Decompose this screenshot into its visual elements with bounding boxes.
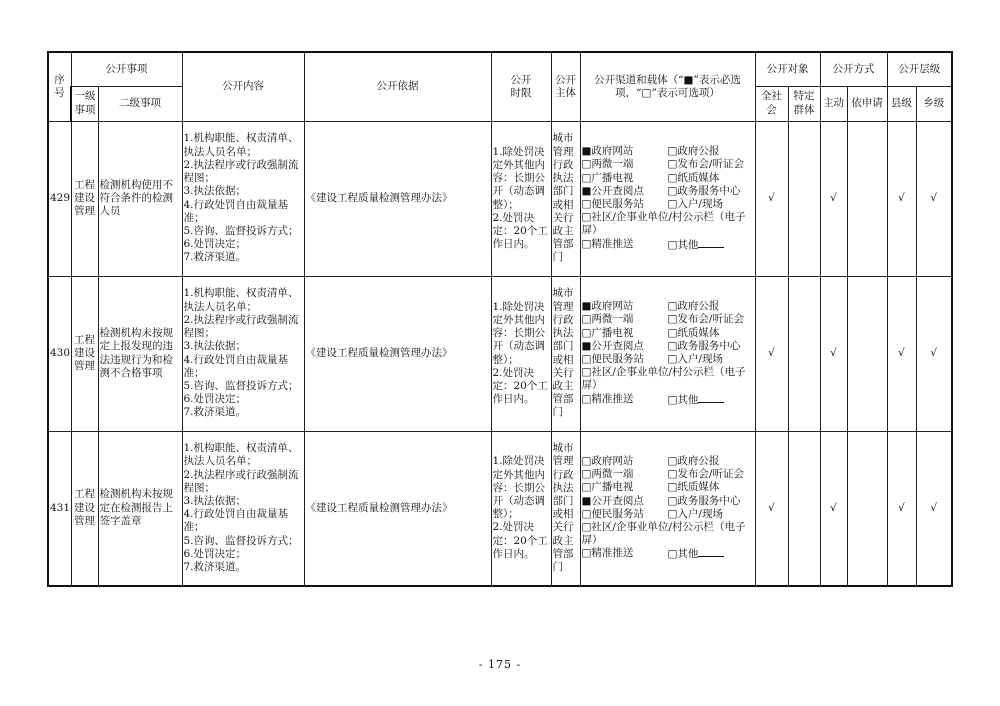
header-mode-active: 主动 (820, 86, 847, 121)
row-level2: 检测机构使用不符合条件的检测人员 (98, 121, 182, 276)
header-items: 公开事项 (71, 52, 182, 86)
row-content: 1.机构职能、权责清单、 执法人员名单； 2.执法程序或行政强制流 程图； 3.执法依据； 4.行政处罚自由裁量基 准； 5.咨询、监督投诉方式； 6.处罚决定； 7.救济渠道。 (182, 431, 304, 586)
row-object-all: √ (755, 276, 788, 431)
row-time: 1.除处罚决 定外其他内 容：长期公 开（动态调 整）； 2.处罚决 定：20个工 作日内。 (491, 121, 551, 276)
row-subject: 城市 管理 行政 执法 部门 或相 关行 政主 管部 门 (551, 276, 580, 431)
header-basis: 公开依据 (304, 52, 491, 121)
row-object-specific (788, 276, 820, 431)
row-object-specific (788, 121, 820, 276)
row-mode-active: √ (820, 431, 847, 586)
row-mode-active: √ (820, 121, 847, 276)
row-time: 1.除处罚决 定外其他内 容：长期公 开（动态调 整）； 2.处罚决 定：20个工 作日内。 (491, 276, 551, 431)
row-level1: 工程建设管理 (71, 121, 98, 276)
row-object-all: √ (755, 121, 788, 276)
header-level-town: 乡级 (916, 86, 952, 121)
header-level: 公开层级 (887, 52, 952, 86)
header-seq: 序号 (48, 52, 71, 121)
row-mode-apply (847, 121, 887, 276)
header-mode-apply: 依申请 (847, 86, 887, 121)
row-level-town: √ (916, 121, 952, 276)
header-level1: 一级事项 (71, 86, 98, 121)
row-level-county: √ (887, 276, 916, 431)
header-content: 公开内容 (182, 52, 304, 121)
row-level1: 工程建设管理 (71, 276, 98, 431)
header-object: 公开对象 (755, 52, 820, 86)
row-basis: 《建设工程质量检测管理办法》 (304, 276, 491, 431)
header-subject: 公开主体 (551, 52, 580, 121)
table-row (48, 121, 952, 276)
row-basis: 《建设工程质量检测管理办法》 (304, 431, 491, 586)
disclosure-table (47, 51, 953, 587)
header-level-county: 县级 (887, 86, 916, 121)
row-level-town: √ (916, 276, 952, 431)
row-content: 1.机构职能、权责清单、 执法人员名单； 2.执法程序或行政强制流 程图； 3.执法依据； 4.行政处罚自由裁量基 准； 5.咨询、监督投诉方式； 6.处罚决定； 7.救济渠道。 (182, 276, 304, 431)
row-level2: 检测机构未按规定上报发现的违法违规行为和检测不合格事项 (98, 276, 182, 431)
row-level-town: √ (916, 431, 952, 586)
row-channels: □政府网站 □政府公报 □两微一端 □发布会/听证会 □广播电视 □纸质媒体 ■公开查阅点 □政务服务中心 □便民服务站 □入户/现场 □社区/企事业单位/村公示栏（电子屏） □精准推送 □其他 (580, 431, 755, 586)
row-object-all: √ (755, 431, 788, 586)
header-level2: 二级事项 (98, 86, 182, 121)
page-number: - 175 - (478, 658, 522, 671)
row-channels: ■政府网站 □政府公报 □两微一端 □发布会/听证会 □广播电视 □纸质媒体 ■公开查阅点 □政务服务中心 □便民服务站 □入户/现场 □社区/企事业单位/村公示栏（电子屏） □精准推送 □其他 (580, 276, 755, 431)
header-object-all: 全社会 (755, 86, 788, 121)
row-mode-active: √ (820, 276, 847, 431)
table-row (48, 276, 952, 431)
row-basis: 《建设工程质量检测管理办法》 (304, 121, 491, 276)
row-number: 429 (48, 121, 71, 276)
row-object-specific (788, 431, 820, 586)
header-channel: 公开渠道和载体（“■”表示必选项，“□”表示可选项） (580, 52, 755, 121)
header-object-specific: 特定群体 (788, 86, 820, 121)
row-level1: 工程建设管理 (71, 431, 98, 586)
row-number: 431 (48, 431, 71, 586)
header-mode: 公开方式 (820, 52, 887, 86)
row-time: 1.除处罚决 定外其他内 容：长期公 开（动态调 整）； 2.处罚决 定：20个工 作日内。 (491, 431, 551, 586)
row-mode-apply (847, 431, 887, 586)
table-row (48, 431, 952, 586)
row-channels: ■政府网站 □政府公报 □两微一端 □发布会/听证会 □广播电视 □纸质媒体 ■公开查阅点 □政务服务中心 □便民服务站 □入户/现场 □社区/企事业单位/村公示栏（电子屏） □精准推送 □其他 (580, 121, 755, 276)
row-content: 1.机构职能、权责清单、 执法人员名单； 2.执法程序或行政强制流 程图； 3.执法依据； 4.行政处罚自由裁量基 准； 5.咨询、监督投诉方式； 6.处罚决定； 7.救济渠道。 (182, 121, 304, 276)
row-subject: 城市 管理 行政 执法 部门 或相 关行 政主 管部 门 (551, 431, 580, 586)
row-subject: 城市 管理 行政 执法 部门 或相 关行 政主 管部 门 (551, 121, 580, 276)
row-level-county: √ (887, 431, 916, 586)
row-number: 430 (48, 276, 71, 431)
row-level-county: √ (887, 121, 916, 276)
row-mode-apply (847, 276, 887, 431)
header-time: 公开时限 (491, 52, 551, 121)
row-level2: 检测机构未按规定在检测报告上签字盖章 (98, 431, 182, 586)
